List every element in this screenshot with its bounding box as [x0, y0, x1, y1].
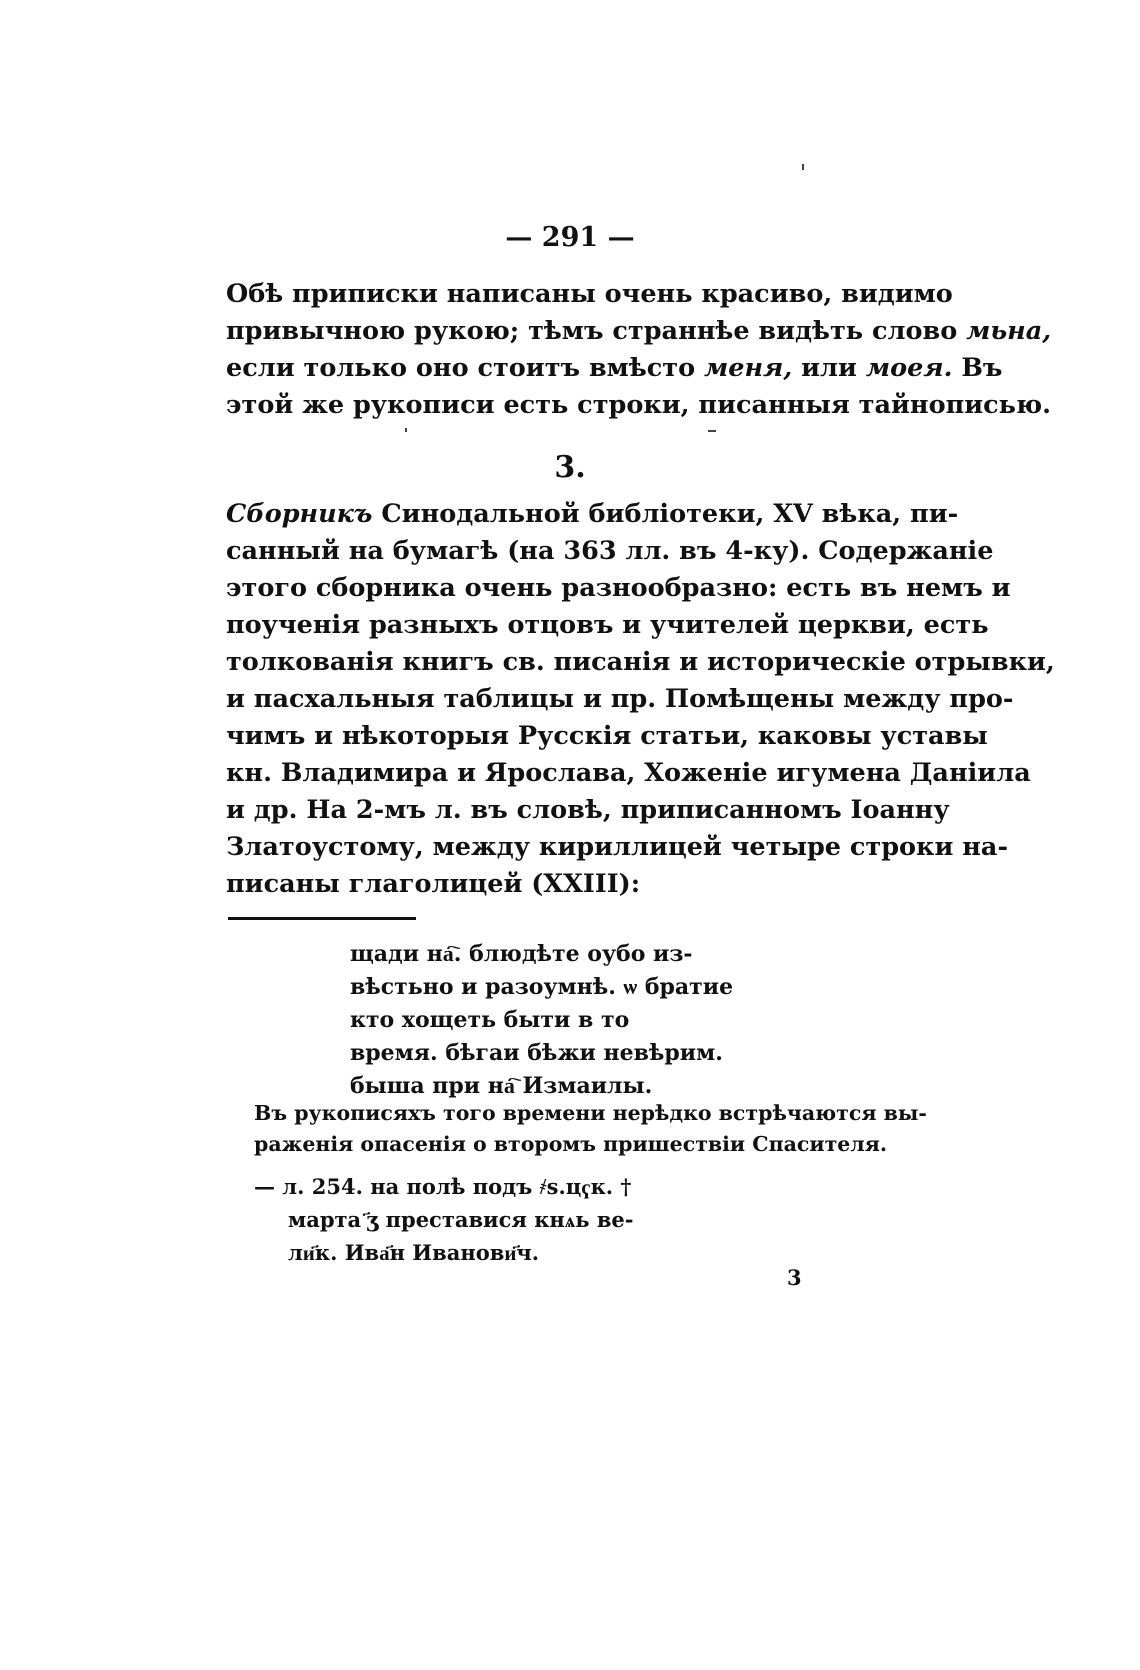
- text-line: и др. На 2-мъ л. въ словѣ, приписанномъ Іоанну: [226, 795, 950, 825]
- note-line: раженія опасенія о второмъ пришествіи Спасителя.: [254, 1132, 888, 1156]
- footnote-remark: [254, 1098, 927, 1160]
- text-line: толкованія книгъ св. писанія и историческіе отрывки,: [226, 647, 1055, 677]
- scan-speck: [405, 428, 407, 432]
- signature-mark: 3: [787, 1265, 802, 1290]
- footnote-divider: [228, 917, 416, 920]
- quote-line: вѣстьно и разоумнѣ. ѡ братие: [350, 974, 734, 1000]
- quote-line: время. бѣгаи бѣжи невѣрим.: [350, 1040, 723, 1066]
- quote-line: быша при на҇ Измаилы.: [350, 1073, 653, 1099]
- text-line: писаны глаголицей (XXIII):: [226, 869, 641, 899]
- entry-line: — л. 254. на полѣ подъ ҂s.цҁк. †: [254, 1174, 632, 1199]
- text-line: этой же рукописи есть строки, писанныя тайнописью.: [226, 390, 1052, 420]
- text-line: Сборникъ Синодальной библіотеки, XV вѣка, пи-: [226, 499, 959, 529]
- scan-speck: [802, 164, 804, 170]
- entry-line: марта ҃ӡ преставися кнѧь ве-: [288, 1207, 634, 1232]
- italic-word: Сборникъ: [226, 499, 373, 529]
- text-line: этого сборника очень разнообразно: есть въ немъ и: [226, 573, 1011, 603]
- margin-entry: [254, 1170, 634, 1269]
- text-line: если только оно стоитъ вмѣсто меня, или моея. Въ: [226, 353, 1003, 383]
- paragraph-inscriptions: [226, 276, 1052, 424]
- page-number: — 291 —: [505, 222, 635, 253]
- text-line: Обѣ приписки написаны очень красиво, видимо: [226, 279, 953, 309]
- paragraph-collection: [226, 496, 1055, 903]
- text-line: санный на бумагѣ (на 363 лл. въ 4-ку). Содержаніе: [226, 536, 994, 566]
- glagolitic-quote: [350, 938, 733, 1103]
- italic-word: мьна,: [966, 316, 1052, 346]
- note-line: Въ рукописяхъ того времени нерѣдко встрѣчаются вы-: [254, 1101, 927, 1125]
- entry-line: ли҃к. Ива҃н Иванови҃ч.: [288, 1240, 540, 1265]
- section-number: 3.: [554, 450, 586, 485]
- text-line: и пасхальныя таблицы и пр. Помѣщены между про-: [226, 684, 1014, 714]
- text-line: поученія разныхъ отцовъ и учителей церкви, есть: [226, 610, 989, 640]
- quote-line: щади на҇. блюдѣте оубо из-: [350, 941, 693, 967]
- quote-line: кто хощеть быти в то: [350, 1007, 630, 1033]
- text-line: чимъ и нѣкоторыя Русскія статьи, каковы уставы: [226, 721, 988, 751]
- text-line: кн. Владимира и Ярослава, Хоженіе игумена Даніила: [226, 758, 1031, 788]
- text-line: привычною рукою; тѣмъ страннѣе видѣть слово мьна,: [226, 316, 1052, 346]
- text-line: Златоустому, между кириллицей четыре строки на-: [226, 832, 1009, 862]
- scan-speck: [708, 430, 716, 432]
- italic-word: меня,: [704, 353, 793, 383]
- italic-word: моея.: [865, 353, 953, 383]
